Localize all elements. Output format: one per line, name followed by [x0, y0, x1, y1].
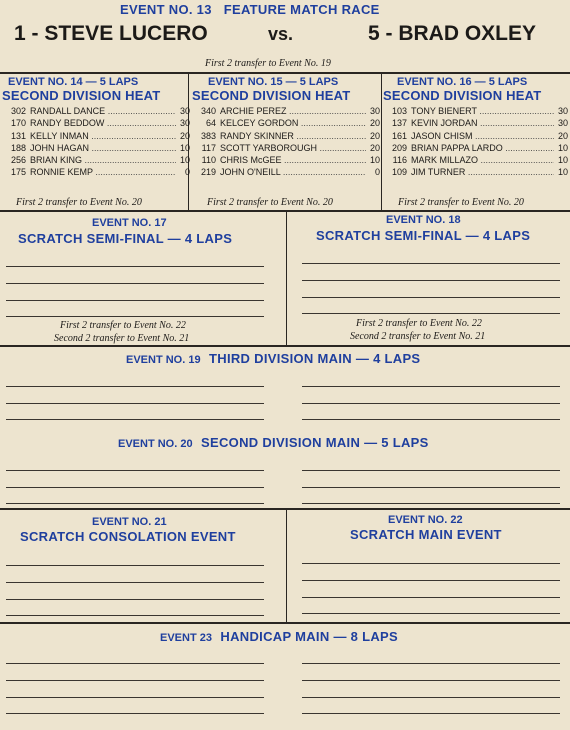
divider [0, 622, 570, 624]
event-17-transfer-2: Second 2 transfer to Event No. 21 [54, 333, 190, 344]
result-line [302, 313, 560, 314]
entry-list [383, 105, 568, 179]
divider [0, 508, 570, 510]
car-number: 137 [391, 118, 407, 129]
car-number: 109 [391, 167, 407, 178]
divider [381, 74, 382, 210]
driver-name: JOHN O'NEILL ..... [220, 166, 366, 178]
points: 0 [184, 167, 190, 178]
car-number: 175 [10, 167, 26, 178]
points: 10 [557, 167, 568, 178]
result-line [302, 597, 560, 598]
heat-16-transfer: First 2 transfer to Event No. 20 [398, 197, 524, 208]
result-line [302, 680, 560, 681]
car-number: 340 [200, 106, 216, 116]
result-line [302, 280, 560, 281]
event-13-label: EVENT NO. 13 [120, 2, 212, 17]
heat-title: SECOND DIVISION HEAT [192, 88, 351, 103]
event-20-title: SECOND DIVISION MAIN — 5 LAPS [201, 435, 429, 450]
entry-row [2, 130, 190, 142]
result-line [6, 386, 264, 387]
event-18-transfer-1: First 2 transfer to Event No. 22 [356, 318, 482, 329]
result-line [302, 563, 560, 564]
points: 20 [179, 130, 190, 141]
points: 0 [374, 167, 380, 178]
result-line [6, 565, 264, 566]
result-line [6, 419, 264, 420]
result-line [302, 503, 560, 504]
car-number: 302 [10, 106, 26, 116]
points: 30 [557, 118, 568, 129]
result-line [6, 470, 264, 471]
divider [286, 212, 287, 345]
heat-event-label: EVENT NO. 15 — 5 LAPS [208, 76, 339, 88]
divider [0, 72, 570, 74]
driver-name: KELCEY GORDON ..... [220, 117, 366, 129]
result-line [6, 599, 264, 600]
event-23-label: EVENT 23 [160, 632, 212, 644]
event-19-label: EVENT NO. 19 [126, 354, 201, 366]
result-line [302, 263, 560, 264]
points: 30 [369, 106, 380, 116]
entry-row [192, 154, 380, 166]
heat-event-16 [383, 76, 568, 179]
driver-name: TONY BIENERT ..... [411, 105, 554, 117]
result-line [302, 470, 560, 471]
result-line [302, 580, 560, 581]
event-17-label: EVENT NO. 17 [92, 217, 167, 229]
result-line [302, 663, 560, 664]
result-line [6, 316, 264, 317]
car-number: 209 [391, 142, 407, 153]
car-number: 188 [10, 142, 26, 153]
heat-title: SECOND DIVISION HEAT [383, 88, 542, 103]
heat-15-transfer: First 2 transfer to Event No. 20 [207, 197, 333, 208]
result-line [6, 403, 264, 404]
driver-name: BRIAN KING ..... [30, 154, 176, 166]
points: 20 [369, 118, 380, 129]
result-line [302, 613, 560, 614]
points: 30 [179, 118, 190, 129]
car-number: 219 [200, 167, 216, 178]
divider [0, 345, 570, 347]
car-number: 131 [10, 130, 26, 141]
entry-row [192, 142, 380, 154]
event-18-label: EVENT NO. 18 [386, 214, 461, 226]
driver-name: CHRIS McGEE ..... [220, 154, 366, 166]
event-18-transfer-2: Second 2 transfer to Event No. 21 [350, 331, 486, 342]
result-line [302, 297, 560, 298]
heat-event-15 [192, 76, 380, 179]
result-line [302, 487, 560, 488]
event-22-label: EVENT NO. 22 [388, 514, 463, 526]
points: 30 [557, 106, 568, 116]
event-13-header [120, 2, 380, 17]
result-line [6, 713, 264, 714]
entry-row [2, 105, 190, 117]
result-line [6, 582, 264, 583]
points: 10 [557, 155, 568, 166]
points: 10 [179, 142, 190, 153]
driver-name: JIM TURNER ..... [411, 166, 554, 178]
event-22-title: SCRATCH MAIN EVENT [350, 527, 502, 542]
event-13-transfer: First 2 transfer to Event No. 19 [205, 58, 331, 69]
event-18-title: SCRATCH SEMI-FINAL — 4 LAPS [316, 228, 531, 243]
event-20-header [118, 434, 429, 452]
event-17-title: SCRATCH SEMI-FINAL — 4 LAPS [18, 231, 233, 246]
driver-name: SCOTT YARBOROUGH ..... [220, 142, 366, 154]
heat-event-label: EVENT NO. 14 — 5 LAPS [8, 76, 139, 88]
heat-event-label: EVENT NO. 16 — 5 LAPS [397, 76, 528, 88]
points: 20 [369, 130, 380, 141]
entry-row [192, 105, 380, 117]
driver-name: RANDY BEDDOW ..... [30, 117, 176, 129]
car-number: 110 [201, 155, 216, 166]
car-number: 170 [10, 118, 26, 129]
points: 10 [369, 155, 380, 166]
entry-row [383, 117, 568, 129]
result-line [302, 403, 560, 404]
points: 20 [557, 130, 568, 141]
driver-1: 1 - STEVE LUCERO [14, 22, 208, 45]
result-line [302, 386, 560, 387]
versus-label: vs. [268, 24, 294, 44]
event-17-transfer-1: First 2 transfer to Event No. 22 [60, 320, 186, 331]
result-line [302, 713, 560, 714]
entry-row [2, 166, 190, 178]
entry-row [383, 105, 568, 117]
event-20-label: EVENT NO. 20 [118, 438, 193, 450]
points: 30 [179, 106, 190, 116]
entry-row [383, 166, 568, 178]
driver-name: ARCHIE PEREZ ..... [220, 105, 366, 117]
result-line [302, 419, 560, 420]
entry-row [192, 166, 380, 178]
entry-row [383, 130, 568, 142]
entry-row [192, 130, 380, 142]
heat-14-transfer: First 2 transfer to Event No. 20 [16, 197, 142, 208]
heat-title: SECOND DIVISION HEAT [2, 88, 161, 103]
driver-2: 5 - BRAD OXLEY [368, 22, 537, 45]
car-number: 383 [200, 130, 216, 141]
driver-name: RANDALL DANCE ..... [30, 105, 176, 117]
divider [286, 510, 287, 622]
entry-row [383, 154, 568, 166]
result-line [6, 283, 264, 284]
driver-name: KEVIN JORDAN ..... [411, 117, 554, 129]
divider [0, 210, 570, 212]
result-line [6, 697, 264, 698]
car-number: 64 [205, 118, 216, 129]
result-line [6, 615, 264, 616]
event-21-title: SCRATCH CONSOLATION EVENT [20, 529, 236, 544]
entry-row [2, 142, 190, 154]
event-19-header [126, 350, 420, 368]
car-number: 103 [391, 106, 407, 116]
event-19-title: THIRD DIVISION MAIN — 4 LAPS [209, 351, 421, 366]
car-number: 117 [201, 142, 216, 153]
driver-name: RANDY SKINNER ..... [220, 130, 366, 142]
entry-row [192, 117, 380, 129]
result-line [6, 266, 264, 267]
car-number: 256 [10, 155, 26, 166]
driver-name: RONNIE KEMP ..... [30, 166, 176, 178]
driver-name: BRIAN PAPPA LARDO ..... [411, 142, 554, 154]
event-23-title: HANDICAP MAIN — 8 LAPS [220, 629, 398, 644]
entry-row [383, 142, 568, 154]
result-line [6, 487, 264, 488]
entry-row [2, 154, 190, 166]
points: 20 [369, 142, 380, 153]
car-number: 116 [392, 155, 407, 166]
points: 10 [557, 142, 568, 153]
event-21-label: EVENT NO. 21 [92, 516, 167, 528]
driver-name: MARK MILLAZO ..... [411, 154, 554, 166]
entry-list [192, 105, 380, 179]
entry-row [2, 117, 190, 129]
car-number: 161 [391, 130, 407, 141]
entry-list [2, 105, 190, 179]
points: 10 [179, 155, 190, 166]
result-line [6, 680, 264, 681]
result-line [302, 697, 560, 698]
driver-name: JASON CHISM ..... [411, 130, 554, 142]
result-line [6, 300, 264, 301]
driver-name: KELLY INMAN ..... [30, 130, 176, 142]
event-23-header [160, 628, 398, 646]
result-line [6, 503, 264, 504]
result-line [6, 663, 264, 664]
event-13-title: FEATURE MATCH RACE [223, 2, 380, 17]
heat-event-14 [2, 76, 190, 179]
driver-name: JOHN HAGAN ..... [30, 142, 176, 154]
